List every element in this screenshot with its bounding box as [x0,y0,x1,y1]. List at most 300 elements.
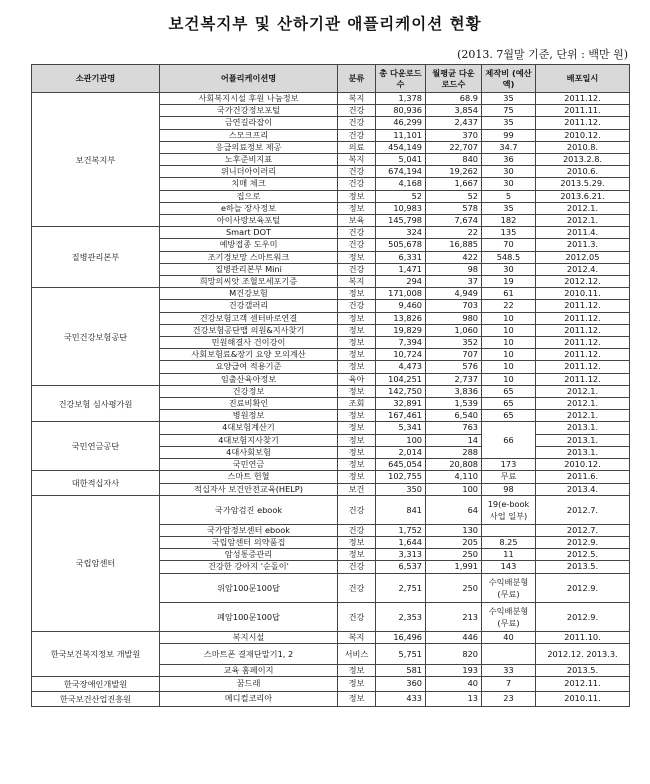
header-category: 분류 [338,65,376,93]
date-cell: 2010.11. [536,288,630,300]
category-cell: 정보 [338,385,376,397]
date-cell: 2013.2.8. [536,154,630,166]
category-cell: 복지 [338,276,376,288]
avg-downloads-cell: 20,808 [426,459,482,471]
avg-downloads-cell: 1,667 [426,178,482,190]
total-downloads-cell: 6,537 [376,561,426,573]
total-downloads-cell: 360 [376,676,426,691]
date-cell: 2012.7. [536,524,630,536]
cost-cell: 182 [482,215,536,227]
cost-cell: 61 [482,288,536,300]
category-cell: 건강 [338,561,376,573]
category-cell: 정보 [338,202,376,214]
avg-downloads-cell: 22 [426,227,482,239]
total-downloads-cell: 171,008 [376,288,426,300]
app-name-cell: 치매 체크 [160,178,338,190]
date-cell: 2013.5.29. [536,178,630,190]
total-downloads-cell: 5,751 [376,643,426,664]
category-cell: 정보 [338,288,376,300]
category-cell: 정보 [338,361,376,373]
cost-cell: 35 [482,117,536,129]
date-cell: 2012.5. [536,549,630,561]
app-name-cell: 병원정보 [160,410,338,422]
date-cell: 2011.12. [536,300,630,312]
date-cell: 2013.5. [536,664,630,676]
avg-downloads-cell: 820 [426,643,482,664]
cost-cell: 30 [482,166,536,178]
avg-downloads-cell: 763 [426,422,482,434]
total-downloads-cell: 104,251 [376,373,426,385]
cost-cell: 65 [482,398,536,410]
app-name-cell: 스모크프리 [160,129,338,141]
total-downloads-cell: 6,331 [376,251,426,263]
cost-cell: 35 [482,202,536,214]
avg-downloads-cell: 707 [426,349,482,361]
app-name-cell: 교육 홈페이지 [160,664,338,676]
cost-cell: 173 [482,459,536,471]
org-name-cell: 대한적십자사 [32,471,160,495]
cost-cell: 548.5 [482,251,536,263]
date-cell: 2011.12. [536,93,630,105]
category-cell: 건강 [338,105,376,117]
cost-cell: 10 [482,349,536,361]
total-downloads-cell: 5,041 [376,154,426,166]
category-cell: 건강 [338,227,376,239]
org-name-cell: 한국보건복지정보 개발원 [32,631,160,676]
cost-cell: 34.7 [482,141,536,153]
category-cell: 정보 [338,337,376,349]
total-downloads-cell: 10,724 [376,349,426,361]
app-name-cell: 요양급여 적용기준 [160,361,338,373]
date-cell: 2012.9. [536,573,630,602]
cost-cell: 5 [482,190,536,202]
total-downloads-cell: 1,752 [376,524,426,536]
app-name-cell: Smart DOT [160,227,338,239]
table-row [32,93,630,105]
cost-cell: 수익배분형(무료) [482,573,536,602]
app-name-cell: 건강보험고객 센터바로연결 [160,312,338,324]
category-cell: 정보 [338,459,376,471]
avg-downloads-cell: 370 [426,129,482,141]
app-name-cell: 사회보험료&장기 요양 모의계산 [160,349,338,361]
table-body [32,93,630,707]
total-downloads-cell: 1,644 [376,536,426,548]
table-row [32,471,630,483]
total-downloads-cell: 294 [376,276,426,288]
app-name-cell: 응급의료정보 제공 [160,141,338,153]
cost-cell: 99 [482,129,536,141]
app-name-cell: 적십자사 보건안전교육(HELP) [160,483,338,495]
app-name-cell: 임출산육아정보 [160,373,338,385]
total-downloads-cell: 2,014 [376,446,426,458]
category-cell: 정보 [338,312,376,324]
total-downloads-cell: 5,341 [376,422,426,434]
category-cell: 건강 [338,495,376,524]
date-cell: 2010.12. [536,129,630,141]
cost-cell: 19 [482,276,536,288]
category-cell: 육아 [338,373,376,385]
avg-downloads-cell: 13 [426,691,482,706]
app-name-cell: 4대사회보험 [160,446,338,458]
category-cell: 보건 [338,483,376,495]
date-cell: 2011.12. [536,373,630,385]
category-cell: 건강 [338,300,376,312]
avg-downloads-cell: 22,707 [426,141,482,153]
cost-cell: 65 [482,385,536,397]
org-name-cell: 국립암센터 [32,495,160,631]
app-name-cell: 스마트 헌혈 [160,471,338,483]
app-name-cell: 국가암정보센터 ebook [160,524,338,536]
date-cell: 2012.9. [536,536,630,548]
avg-downloads-cell: 16,885 [426,239,482,251]
category-cell: 정보 [338,410,376,422]
total-downloads-cell: 433 [376,691,426,706]
date-cell: 2012.12. [536,276,630,288]
table-row [32,422,630,434]
date-cell: 2011.12. [536,349,630,361]
total-downloads-cell: 167,461 [376,410,426,422]
category-cell: 건강 [338,239,376,251]
avg-downloads-cell: 213 [426,602,482,631]
app-name-cell: 노후준비지표 [160,154,338,166]
avg-downloads-cell: 205 [426,536,482,548]
avg-downloads-cell: 703 [426,300,482,312]
app-name-cell: 4대보험지사찾기 [160,434,338,446]
app-name-cell: 국민연금 [160,459,338,471]
avg-downloads-cell: 4,949 [426,288,482,300]
avg-downloads-cell: 1,539 [426,398,482,410]
app-name-cell: 폐암100문100답 [160,602,338,631]
cost-cell [482,643,536,664]
date-cell: 2012.11. [536,676,630,691]
app-name-cell: 위암100문100답 [160,573,338,602]
total-downloads-cell: 13,826 [376,312,426,324]
table-row [32,288,630,300]
date-cell: 2011.4. [536,227,630,239]
cost-cell: 75 [482,105,536,117]
avg-downloads-cell: 3,836 [426,385,482,397]
total-downloads-cell: 16,496 [376,631,426,643]
table-row [32,385,630,397]
date-cell: 2011.12. [536,324,630,336]
category-cell: 정보 [338,446,376,458]
total-downloads-cell: 52 [376,190,426,202]
total-downloads-cell: 9,460 [376,300,426,312]
date-cell: 2013.6.21. [536,190,630,202]
app-name-cell: 메디컬코리아 [160,691,338,706]
date-cell: 2011.12. [536,117,630,129]
cost-cell: 22 [482,300,536,312]
date-cell: 2013.1. [536,422,630,434]
app-name-cell: M건강보험 [160,288,338,300]
avg-downloads-cell: 14 [426,434,482,446]
category-cell: 건강 [338,117,376,129]
category-cell: 복지 [338,631,376,643]
total-downloads-cell: 505,678 [376,239,426,251]
total-downloads-cell: 841 [376,495,426,524]
app-name-cell: 국가건강정보포털 [160,105,338,117]
org-name-cell: 국민건강보험공단 [32,288,160,386]
cost-cell: 19(e-book사업 일부) [482,495,536,524]
cost-cell [482,524,536,536]
cost-cell: 35 [482,93,536,105]
app-name-cell: 민원해결사 건이강이 [160,337,338,349]
app-name-cell: 위니더아이러리 [160,166,338,178]
date-cell: 2013.1. [536,446,630,458]
date-cell: 2012.1. [536,410,630,422]
category-cell: 정보 [338,422,376,434]
total-downloads-cell: 3,313 [376,549,426,561]
total-downloads-cell: 46,299 [376,117,426,129]
header-avg-downloads: 월평균 다운로드수 [426,65,482,93]
cost-cell: 40 [482,631,536,643]
total-downloads-cell: 2,353 [376,602,426,631]
category-cell: 정보 [338,324,376,336]
date-cell: 2013.5. [536,561,630,573]
date-cell: 2012.4. [536,263,630,275]
total-downloads-cell: 674,194 [376,166,426,178]
avg-downloads-cell: 193 [426,664,482,676]
date-cell: 2012.7. [536,495,630,524]
category-cell: 복지 [338,154,376,166]
total-downloads-cell: 19,829 [376,324,426,336]
page-title: 보건복지부 및 산하기관 애플리케이션 현황 [168,14,482,33]
cost-cell: 70 [482,239,536,251]
category-cell: 정보 [338,251,376,263]
unit-note: (2013. 7월말 기준, 단위 : 백만 원) [457,48,628,61]
app-name-cell: 사회복지시설 후원 나눔정보 [160,93,338,105]
avg-downloads-cell: 576 [426,361,482,373]
app-name-cell: 건강한 강아지 '순돌이' [160,561,338,573]
cost-cell: 수익배분형(무료) [482,602,536,631]
avg-downloads-cell: 250 [426,549,482,561]
date-cell: 2010.6. [536,166,630,178]
total-downloads-cell: 32,891 [376,398,426,410]
avg-downloads-cell: 100 [426,483,482,495]
avg-downloads-cell: 68.9 [426,93,482,105]
date-cell: 2011.11. [536,105,630,117]
avg-downloads-cell: 422 [426,251,482,263]
category-cell: 정보 [338,664,376,676]
app-name-cell: 아이사랑보육포털 [160,215,338,227]
avg-downloads-cell: 980 [426,312,482,324]
app-name-cell: 복지시설 [160,631,338,643]
avg-downloads-cell: 6,540 [426,410,482,422]
total-downloads-cell: 1,378 [376,93,426,105]
category-cell: 복지 [338,93,376,105]
category-cell: 정보 [338,536,376,548]
table-row [32,676,630,691]
avg-downloads-cell: 250 [426,573,482,602]
date-cell: 2012.1. [536,215,630,227]
date-cell: 2010.11. [536,691,630,706]
avg-downloads-cell: 98 [426,263,482,275]
category-cell: 건강 [338,178,376,190]
date-cell: 2013.1. [536,434,630,446]
table-row [32,227,630,239]
app-name-cell: 예방접종 도우미 [160,239,338,251]
header-app: 어플리케이션명 [160,65,338,93]
total-downloads-cell: 350 [376,483,426,495]
total-downloads-cell: 10,983 [376,202,426,214]
date-cell: 2011.6. [536,471,630,483]
category-cell: 의료 [338,141,376,153]
category-cell: 건강 [338,263,376,275]
app-name-cell: 꿈드래 [160,676,338,691]
cost-cell: 11 [482,549,536,561]
cost-cell: 143 [482,561,536,573]
category-cell: 정보 [338,691,376,706]
app-name-cell: 건강갤러리 [160,300,338,312]
table-row [32,691,630,706]
cost-cell: 30 [482,263,536,275]
org-name-cell: 한국보건산업진흥원 [32,691,160,706]
app-name-cell: 건강보험공단맵 의원&지사찾기 [160,324,338,336]
app-name-cell: 금연길라잡이 [160,117,338,129]
app-name-cell: 집으로 [160,190,338,202]
cost-cell: 36 [482,154,536,166]
app-name-cell: 진료비확인 [160,398,338,410]
category-cell: 건강 [338,129,376,141]
avg-downloads-cell: 1,991 [426,561,482,573]
date-cell: 2012.12. 2013.3. [536,643,630,664]
total-downloads-cell: 4,168 [376,178,426,190]
cost-cell: 33 [482,664,536,676]
category-cell: 정보 [338,349,376,361]
org-name-cell: 질병관리본부 [32,227,160,288]
app-name-cell: 건강정보 [160,385,338,397]
category-cell: 정보 [338,190,376,202]
app-name-cell: 암성통증관리 [160,549,338,561]
table-row [32,631,630,643]
cost-cell: 10 [482,361,536,373]
category-cell: 정보 [338,471,376,483]
header-date: 배포일시 [536,65,630,93]
avg-downloads-cell: 40 [426,676,482,691]
cost-cell: 무료 [482,471,536,483]
category-cell: 서비스 [338,643,376,664]
date-cell: 2011.12. [536,361,630,373]
category-cell: 정보 [338,434,376,446]
app-name-cell: 4대보험계산기 [160,422,338,434]
total-downloads-cell: 102,755 [376,471,426,483]
date-cell: 2012.1. [536,202,630,214]
app-name-cell: 희망의씨앗 조혈모세포기증 [160,276,338,288]
category-cell: 건강 [338,166,376,178]
category-cell: 정보 [338,676,376,691]
avg-downloads-cell: 37 [426,276,482,288]
total-downloads-cell: 1,471 [376,263,426,275]
date-cell: 2011.3. [536,239,630,251]
header-cost: 제작비 (예산액) [482,65,536,93]
date-cell: 2013.4. [536,483,630,495]
app-status-table [31,64,630,707]
cost-cell: 66 [482,422,536,459]
avg-downloads-cell: 7,674 [426,215,482,227]
avg-downloads-cell: 840 [426,154,482,166]
header-org: 소관기관명 [32,65,160,93]
category-cell: 건강 [338,602,376,631]
date-cell: 2011.12. [536,312,630,324]
avg-downloads-cell: 52 [426,190,482,202]
total-downloads-cell: 100 [376,434,426,446]
table-header-row [32,65,630,93]
app-name-cell: 국가암검진 ebook [160,495,338,524]
category-cell: 건강 [338,573,376,602]
cost-cell: 23 [482,691,536,706]
app-name-cell: 조기경보망 스마트워크 [160,251,338,263]
app-name-cell: e하늘 장사정보 [160,202,338,214]
org-name-cell: 건강보험 심사평가원 [32,385,160,422]
avg-downloads-cell: 288 [426,446,482,458]
total-downloads-cell: 80,936 [376,105,426,117]
avg-downloads-cell: 1,060 [426,324,482,336]
total-downloads-cell: 581 [376,664,426,676]
avg-downloads-cell: 578 [426,202,482,214]
avg-downloads-cell: 446 [426,631,482,643]
date-cell: 2011.10. [536,631,630,643]
avg-downloads-cell: 2,437 [426,117,482,129]
avg-downloads-cell: 2,737 [426,373,482,385]
cost-cell: 65 [482,410,536,422]
table-row [32,495,630,524]
date-cell: 2012.9. [536,602,630,631]
total-downloads-cell: 324 [376,227,426,239]
org-name-cell: 국민연금공단 [32,422,160,471]
cost-cell: 10 [482,312,536,324]
date-cell: 2011.12. [536,337,630,349]
date-cell: 2010.12. [536,459,630,471]
total-downloads-cell: 142,750 [376,385,426,397]
category-cell: 보육 [338,215,376,227]
date-cell: 2012.1. [536,398,630,410]
cost-cell: 10 [482,337,536,349]
avg-downloads-cell: 352 [426,337,482,349]
avg-downloads-cell: 130 [426,524,482,536]
app-name-cell: 국립암센터 의약품집 [160,536,338,548]
cost-cell: 98 [482,483,536,495]
cost-cell: 135 [482,227,536,239]
header-total-downloads: 총 다운로드수 [376,65,426,93]
avg-downloads-cell: 4,110 [426,471,482,483]
date-cell: 2010.8. [536,141,630,153]
avg-downloads-cell: 3,854 [426,105,482,117]
total-downloads-cell: 645,054 [376,459,426,471]
total-downloads-cell: 454,149 [376,141,426,153]
cost-cell: 10 [482,373,536,385]
total-downloads-cell: 7,394 [376,337,426,349]
avg-downloads-cell: 19,262 [426,166,482,178]
category-cell: 조회 [338,398,376,410]
app-name-cell: 스마트폰 결재단말기1, 2 [160,643,338,664]
avg-downloads-cell: 64 [426,495,482,524]
app-name-cell: 질병관리본부 Mini [160,263,338,275]
date-cell: 2012.05 [536,251,630,263]
cost-cell: 10 [482,324,536,336]
total-downloads-cell: 2,751 [376,573,426,602]
total-downloads-cell: 145,798 [376,215,426,227]
date-cell: 2012.1. [536,385,630,397]
cost-cell: 30 [482,178,536,190]
cost-cell: 8.25 [482,536,536,548]
total-downloads-cell: 11,101 [376,129,426,141]
category-cell: 건강 [338,524,376,536]
org-name-cell: 보건복지부 [32,93,160,227]
category-cell: 정보 [338,549,376,561]
total-downloads-cell: 4,473 [376,361,426,373]
org-name-cell: 한국장애인개발원 [32,676,160,691]
cost-cell: 7 [482,676,536,691]
